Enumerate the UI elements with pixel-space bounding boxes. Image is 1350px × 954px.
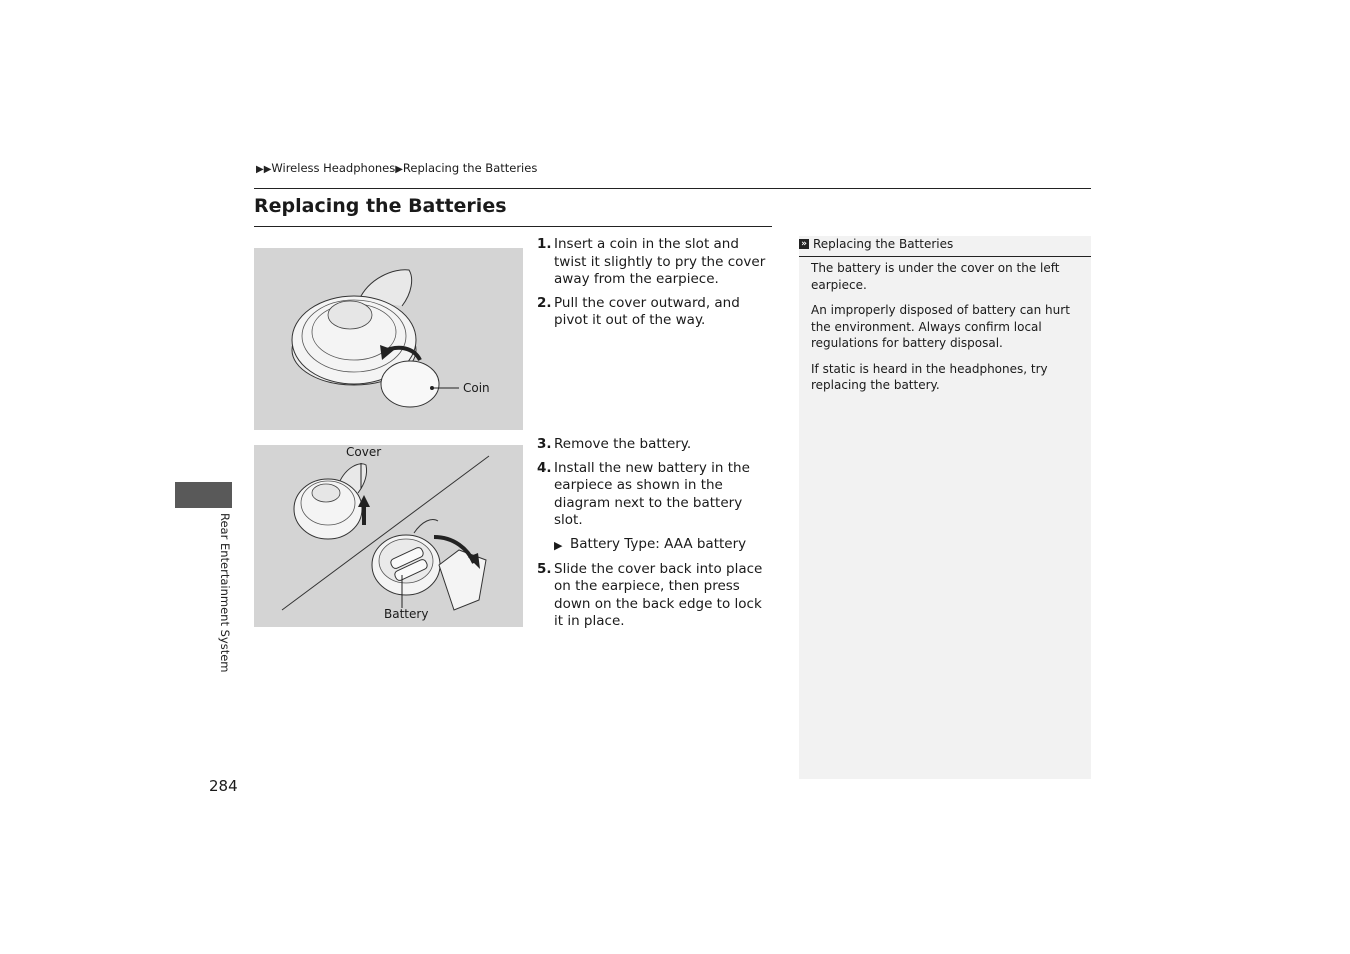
battery-type-text: Battery Type: AAA battery — [570, 535, 747, 552]
step-item — [537, 295, 773, 330]
step-number: 1. — [537, 236, 552, 252]
step-text: Remove the battery. — [554, 436, 692, 452]
earpiece-battery-illustration — [254, 445, 523, 627]
page-number: 284 — [209, 777, 238, 795]
battery-type-note — [554, 536, 773, 555]
steps-list-a — [537, 236, 773, 336]
steps-list-b — [537, 436, 773, 637]
breadcrumb-arrow-icon: ▶▶ — [256, 164, 272, 175]
title-rule — [254, 226, 772, 227]
step-item — [537, 561, 773, 631]
breadcrumb-item-replacing-batteries[interactable]: Replacing the Batteries — [402, 161, 538, 175]
side-note-heading[interactable]: Replacing the Batteries — [813, 237, 954, 251]
breadcrumb — [256, 161, 537, 175]
side-note-body — [811, 260, 1083, 403]
figure-battery-replace — [254, 445, 523, 627]
header-rule — [254, 188, 1091, 189]
step-item — [537, 436, 773, 454]
step-item — [537, 460, 773, 530]
section-tab-label: Rear Entertainment System — [218, 513, 232, 673]
coin-label: Coin — [463, 381, 490, 395]
note-paragraph: An improperly disposed of battery can hurt the environment. Always confirm local regulations for battery disposal. — [811, 303, 1070, 350]
side-note-header — [799, 236, 1091, 257]
step-number: 4. — [537, 459, 552, 476]
step-number: 5. — [537, 560, 552, 577]
battery-label: Battery — [384, 607, 429, 621]
step-text: Install the new battery in the earpiece as shown in the diagram next to the battery slot. — [554, 459, 750, 529]
step-number: 3. — [537, 436, 552, 452]
step-number: 2. — [537, 294, 552, 311]
note-paragraph: The battery is under the cover on the left earpiece. — [811, 261, 1060, 292]
earpiece-coin-illustration — [254, 248, 523, 430]
note-paragraph: If static is heard in the headphones, try replacing the battery. — [811, 361, 1048, 392]
step-item — [537, 236, 773, 289]
double-chevron-icon: » — [799, 239, 809, 249]
page-title: Replacing the Batteries — [254, 195, 507, 217]
side-note-panel — [799, 236, 1091, 779]
cover-label: Cover — [346, 445, 382, 459]
figure-coin-insert — [254, 248, 523, 430]
step-text: Slide the cover back into place on the earpiece, then press down on the back edge to lock it in place. — [554, 560, 763, 630]
step-text: Insert a coin in the slot and twist it slightly to pry the cover away from the earpiece. — [554, 236, 766, 288]
triangle-bullet-icon: ▶ — [554, 538, 563, 552]
section-tab-marker — [175, 482, 232, 508]
breadcrumb-item-wireless-headphones[interactable]: Wireless Headphones — [271, 161, 396, 175]
breadcrumb-arrow-icon: ▶ — [395, 164, 403, 175]
step-text: Pull the cover outward, and pivot it out of the way. — [554, 294, 740, 329]
